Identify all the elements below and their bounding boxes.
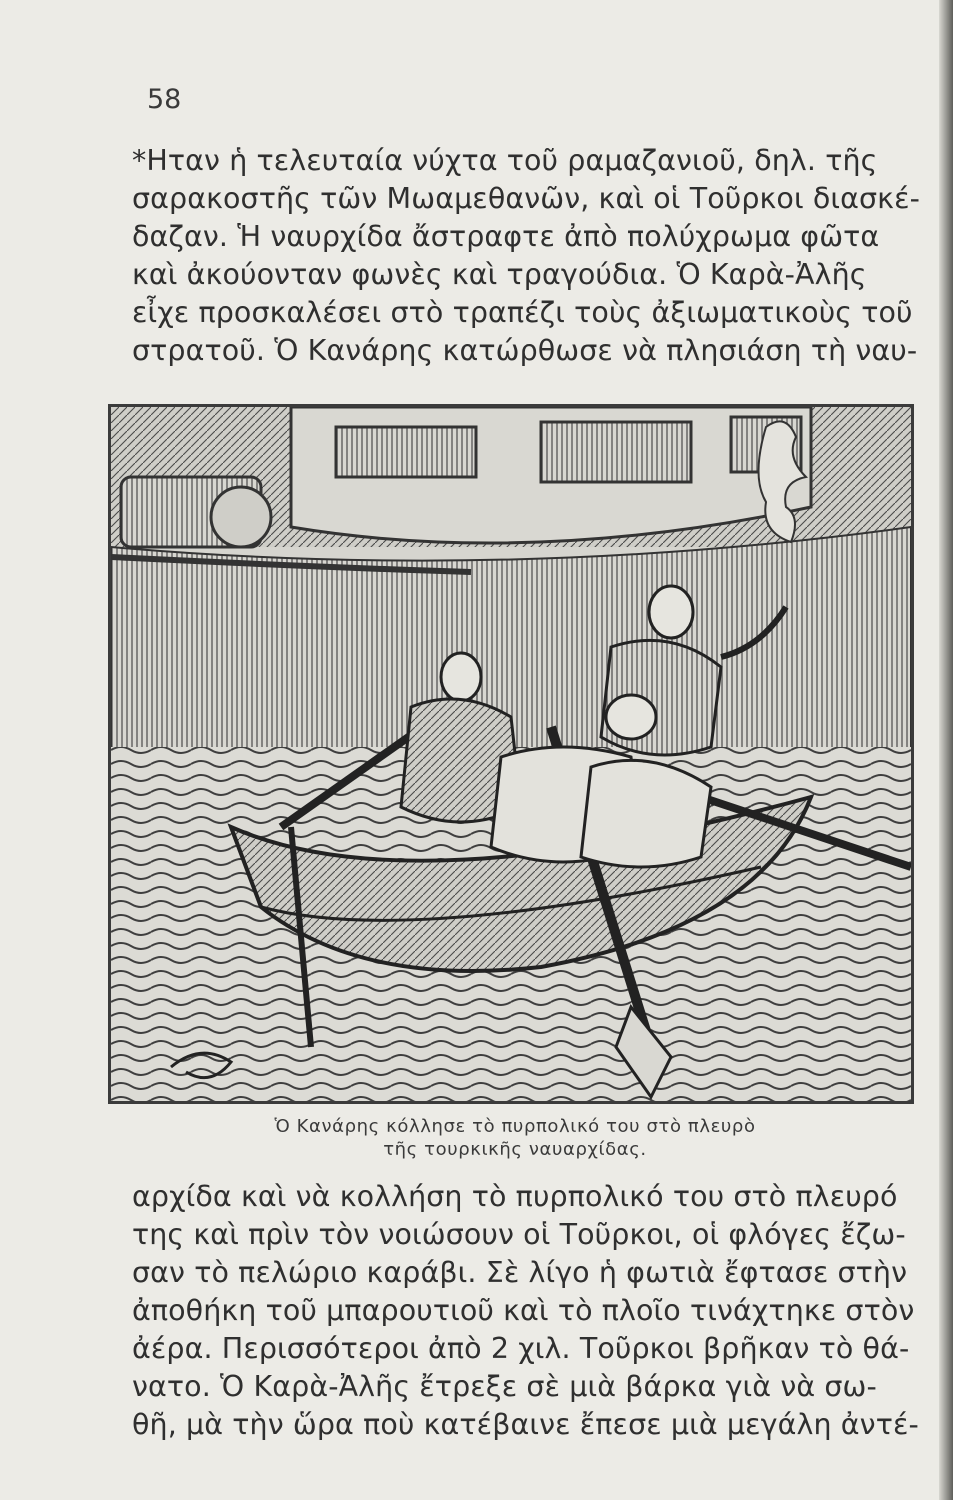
text-line: θῆ, μὰ τὴν ὥρα ποὺ κατέβαινε ἔπεσε μιὰ μεγάλη ἀντέ-	[132, 1408, 919, 1441]
illustration-caption-line: Ὁ Κανάρης κόλλησε τὸ πυρπολικό του στὸ πλευρὸ	[274, 1116, 756, 1137]
page-edge-shadow	[939, 0, 953, 1500]
text-line: σαρακοστῆς τῶν Μωαμεθανῶν, καὶ οἱ Τοῦρκοι διασκέ-	[132, 182, 920, 215]
engraving-illustration	[108, 404, 914, 1104]
illustration-caption-line: τῆς τουρκικῆς ναυαρχίδας.	[383, 1139, 647, 1160]
paragraph-bottom	[132, 1178, 919, 1444]
text-line: δαζαν. Ἡ ναυρχίδα ἄστραφτε ἀπὸ πολύχρωμα φῶτα	[132, 220, 880, 253]
text-line: ἀέρα. Περισσότεροι ἀπὸ 2 χιλ. Τοῦρκοι βρῆκαν τὸ θά-	[132, 1332, 910, 1365]
text-line: ἀποθήκη τοῦ μπαρουτιοῦ καὶ τὸ πλοῖο τινάχτηκε στὸν	[132, 1294, 915, 1327]
text-line: *Ηταν ἡ τελευταία νύχτα τοῦ ραμαζανιοῦ, δηλ. τῆς	[132, 144, 878, 177]
paragraph-top	[132, 142, 920, 370]
text-line: αρχίδα καὶ νὰ κολλήση τὸ πυρπολικό του στὸ πλευρό	[132, 1180, 898, 1213]
rowboat-under-ship-engraving	[111, 407, 911, 1101]
text-line: εἶχε προσκαλέσει στὸ τραπέζι τοὺς ἀξιωματικοὺς τοῦ	[132, 296, 913, 329]
text-line: στρατοῦ. Ὁ Κανάρης κατώρθωσε νὰ πλησιάση τὴ ναυ-	[132, 334, 918, 367]
text-line: νατο. Ὁ Καρὰ-Ἀλῆς ἔτρεξε σὲ μιὰ βάρκα γιὰ νὰ σω-	[132, 1370, 877, 1403]
text-line: σαν τὸ πελώριο καράβι. Σὲ λίγο ἡ φωτιὰ ἔφτασε στὴν	[132, 1256, 908, 1289]
text-line: της καὶ πρὶν τὸν νοιώσουν οἱ Τοῦρκοι, οἱ φλόγες ἔζω-	[132, 1218, 906, 1251]
page-number: 58	[147, 84, 182, 115]
text-line: καὶ ἀκούονταν φωνὲς καὶ τραγούδια. Ὁ Καρὰ-Ἀλῆς	[132, 258, 867, 291]
